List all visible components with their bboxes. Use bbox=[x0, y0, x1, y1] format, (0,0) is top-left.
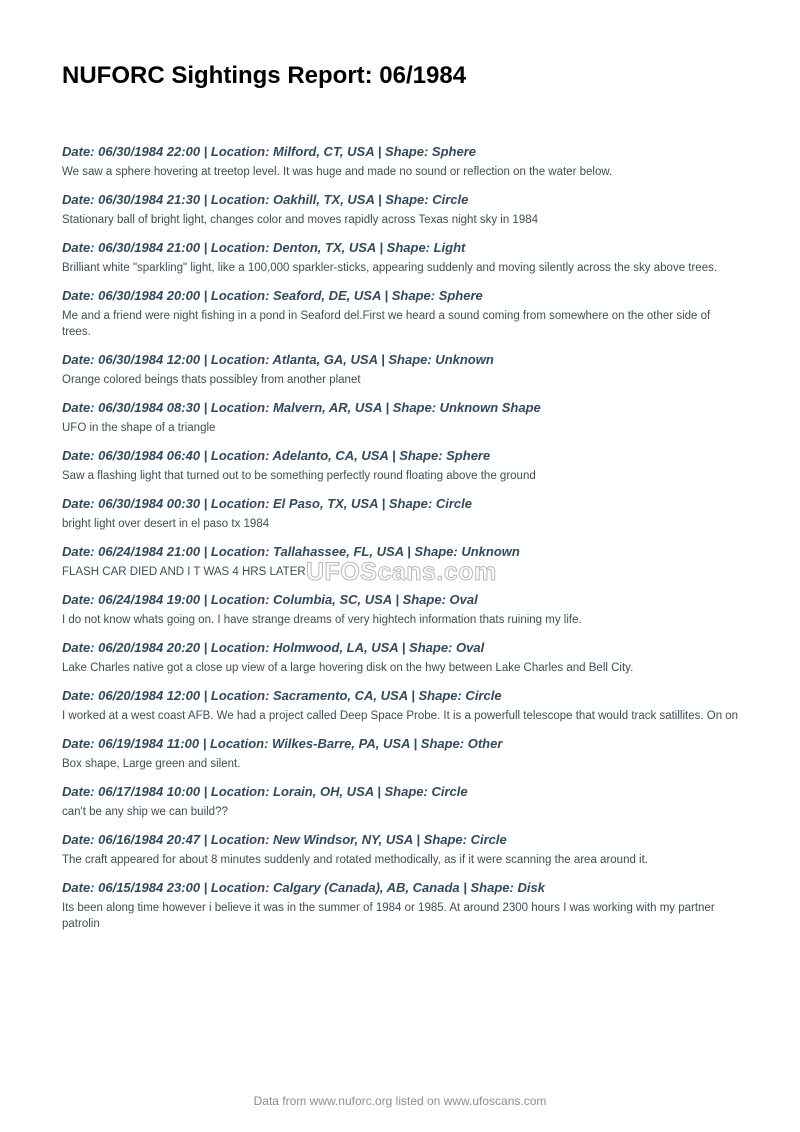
sighting-header: Date: 06/19/1984 11:00 | Location: Wilkes-Barre, PA, USA | Shape: Other bbox=[62, 736, 503, 751]
sighting-header: Date: 06/30/1984 12:00 | Location: Atlanta, GA, USA | Shape: Unknown bbox=[62, 352, 494, 367]
sighting-header: Date: 06/17/1984 10:00 | Location: Lorain, OH, USA | Shape: Circle bbox=[62, 784, 468, 799]
sighting-entry bbox=[62, 639, 742, 676]
sighting-entry bbox=[62, 495, 742, 532]
sighting-summary: Lake Charles native got a close up view of a large hovering disk on the hwy between Lake Charles and Bell City. bbox=[62, 662, 634, 674]
sighting-header: Date: 06/16/1984 20:47 | Location: New Windsor, NY, USA | Shape: Circle bbox=[62, 832, 507, 847]
sighting-header: Date: 06/30/1984 20:00 | Location: Seaford, DE, USA | Shape: Sphere bbox=[62, 288, 483, 303]
sighting-summary: Orange colored beings thats possibley from another planet bbox=[62, 374, 361, 386]
sighting-entry bbox=[62, 735, 742, 772]
ufoscans-watermark: UFOScans.com bbox=[306, 558, 497, 586]
sighting-entry bbox=[62, 191, 742, 228]
sighting-entry bbox=[62, 591, 742, 628]
sighting-entry bbox=[62, 783, 742, 820]
sighting-entry bbox=[62, 239, 742, 276]
sighting-summary: Me and a friend were night fishing in a pond in Seaford del.First we heard a sound coming from somewhere on the other side of trees. bbox=[62, 310, 711, 338]
sightings-list bbox=[62, 143, 742, 943]
sighting-summary: UFO in the shape of a triangle bbox=[62, 422, 216, 434]
sighting-summary: Box shape, Large green and silent. bbox=[62, 758, 241, 770]
sighting-summary: I do not know whats going on. I have strange dreams of very hightech information thats ruining my life. bbox=[62, 614, 582, 626]
sighting-summary: Saw a flashing light that turned out to be something perfectly round floating above the ground bbox=[62, 470, 536, 482]
sighting-header: Date: 06/20/1984 12:00 | Location: Sacramento, CA, USA | Shape: Circle bbox=[62, 688, 502, 703]
sighting-header: Date: 06/30/1984 21:30 | Location: Oakhill, TX, USA | Shape: Circle bbox=[62, 192, 469, 207]
sighting-header: Date: 06/24/1984 21:00 | Location: Tallahassee, FL, USA | Shape: Unknown bbox=[62, 544, 520, 559]
sighting-summary: Its been along time however i believe it was in the summer of 1984 or 1985. At around 2300 hours I was working with my partner patrolin bbox=[62, 902, 715, 930]
sighting-summary: bright light over desert in el paso tx 1984 bbox=[62, 518, 270, 530]
sighting-entry bbox=[62, 879, 742, 932]
sighting-header: Date: 06/30/1984 21:00 | Location: Denton, TX, USA | Shape: Light bbox=[62, 240, 466, 255]
sighting-entry bbox=[62, 687, 742, 724]
sighting-entry bbox=[62, 447, 742, 484]
sighting-entry bbox=[62, 351, 742, 388]
page-footer: Data from www.nuforc.org listed on www.ufoscans.com bbox=[253, 1094, 547, 1108]
sighting-entry bbox=[62, 287, 742, 340]
sighting-header: Date: 06/30/1984 00:30 | Location: El Paso, TX, USA | Shape: Circle bbox=[62, 496, 472, 511]
sighting-header: Date: 06/24/1984 19:00 | Location: Columbia, SC, USA | Shape: Oval bbox=[62, 592, 478, 607]
sighting-summary: Brilliant white "sparkling" light, like a 100,000 sparkler-sticks, appearing suddenly and moving silently across the sky above trees. bbox=[62, 262, 718, 274]
sighting-summary: can't be any ship we can build?? bbox=[62, 806, 228, 818]
sighting-summary: The craft appeared for about 8 minutes suddenly and rotated methodically, as if it were scanning the area around it. bbox=[62, 854, 648, 866]
sighting-entry bbox=[62, 831, 742, 868]
sighting-header: Date: 06/15/1984 23:00 | Location: Calgary (Canada), AB, Canada | Shape: Disk bbox=[62, 880, 545, 895]
sighting-entry bbox=[62, 399, 742, 436]
sighting-header: Date: 06/30/1984 08:30 | Location: Malvern, AR, USA | Shape: Unknown Shape bbox=[62, 400, 541, 415]
sighting-entry bbox=[62, 143, 742, 180]
sighting-header: Date: 06/20/1984 20:20 | Location: Holmwood, LA, USA | Shape: Oval bbox=[62, 640, 485, 655]
sighting-summary: FLASH CAR DIED AND I T WAS 4 HRS LATER bbox=[62, 566, 306, 578]
page-title: NUFORC Sightings Report: 06/1984 bbox=[62, 62, 467, 89]
sighting-summary: We saw a sphere hovering at treetop level. It was huge and made no sound or reflection on the water below. bbox=[62, 166, 613, 178]
sighting-header: Date: 06/30/1984 22:00 | Location: Milford, CT, USA | Shape: Sphere bbox=[62, 144, 476, 159]
sighting-summary: Stationary ball of bright light, changes color and moves rapidly across Texas night sky in 1984 bbox=[62, 214, 539, 226]
sighting-header: Date: 06/30/1984 06:40 | Location: Adelanto, CA, USA | Shape: Sphere bbox=[62, 448, 491, 463]
sighting-summary: I worked at a west coast AFB. We had a project called Deep Space Probe. It is a powerfull telescope that would track satillites. On on bbox=[62, 710, 739, 722]
